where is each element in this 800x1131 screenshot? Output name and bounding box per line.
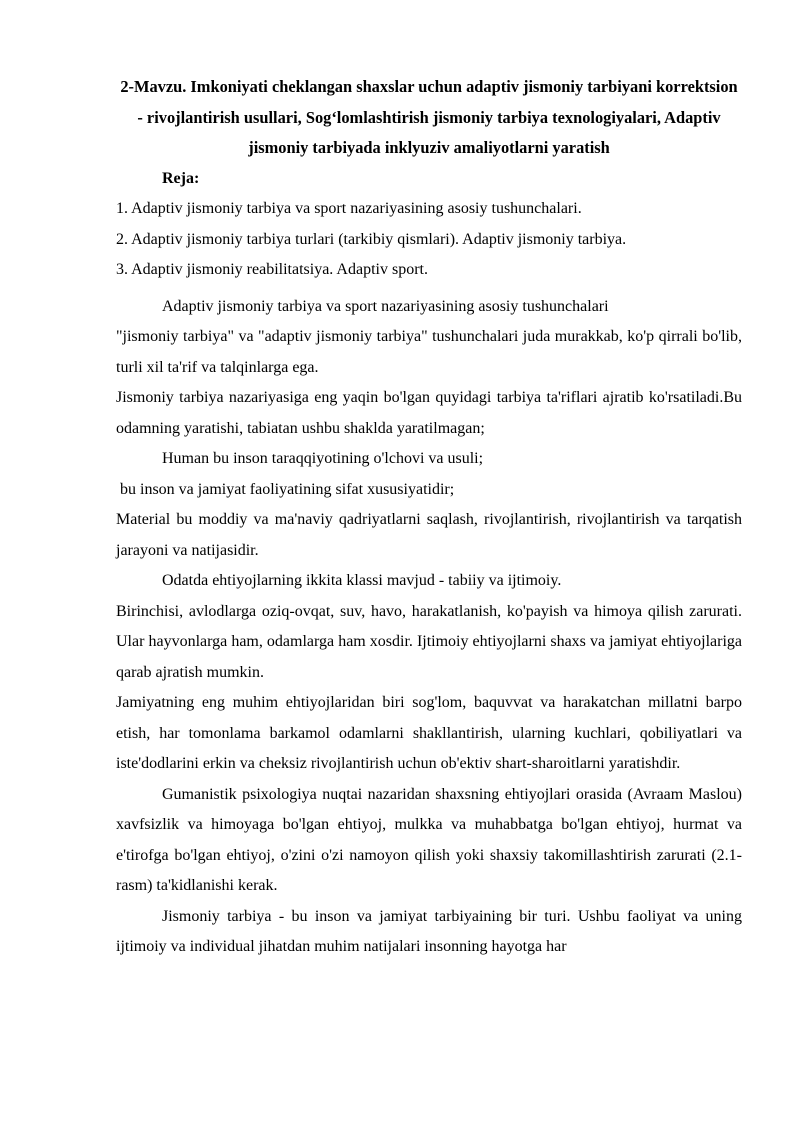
plan-item-1: 1. Adaptiv jismoniy tarbiya va sport nazariyasining asosiy tushunchalari. — [116, 200, 582, 217]
plan-item-2: 2. Adaptiv jismoniy tarbiya turlari (tarkibiy qismlari). Adaptiv jismoniy tarbiya. — [116, 230, 627, 248]
document-title: 2-Mavzu. Imkoniyati cheklangan shaxslar uchun adaptiv jismoniy tarbiyani korrektsion - rivojlantirish usullari, Sog‘lomlashtirish jismoniy tarbiya texnologiyalari, Adaptiv jismoniy tarbiyada inklyuziv amaliyotlarni yaratish — [120, 77, 738, 157]
plan-heading: Reja: — [162, 169, 200, 187]
paragraph: Odatda ehtiyojlarning ikkita klassi mavjud - tabiiy va ijtimoiy. — [162, 572, 562, 589]
paragraph: Human bu inson taraqqiyotining o'lchovi va usuli; — [162, 450, 484, 467]
document-page — [116, 72, 742, 963]
paragraph: Jismoniy tarbiya - bu inson va jamiyat tarbiyaining bir turi. Ushbu faoliyat va uning ijtimoiy va individual jihatdan muhim natijalari insonning hayotga har — [116, 907, 742, 955]
paragraph: Gumanistik psixologiya nuqtai nazaridan shaxsning ehtiyojlari orasida (Avraam Maslou) xavfsizlik va himoyaga bo'lgan ehtiyoj, mulkka va muhabbatga bo'lgan ehtiyoj, hurmat va e'tirofga bo'lgan ehtiyoj, o'zini o'zi namoyon qilish yoki shaxsiy takomillashtirish zarurati (2.1-rasm) ta'kidlanishi kerak. — [116, 785, 742, 894]
paragraph: Material bu moddiy va ma'naviy qadriyatlarni saqlash, rivojlantirish, rivojlantirish va tarqatish jarayoni va natijasidir. — [116, 511, 742, 559]
paragraph: Jismoniy tarbiya nazariyasiga eng yaqin bo'lgan quyidagi tarbiya ta'riflari ajratib ko'rsatiladi.Bu odamning yaratishi, tabiatan ushbu shaklda yaratilmagan; — [116, 389, 742, 437]
paragraph: "jismoniy tarbiya" va "adaptiv jismoniy tarbiya" tushunchalari juda murakkab, ko'p qirrali bo'lib, turli xil ta'rif va talqinlarga ega. — [116, 328, 742, 376]
paragraph: Birinchisi, avlodlarga oziq-ovqat, suv, havo, harakatlanish, ko'payish va himoya qilish zarurati. Ular hayvonlarga ham, odamlarga ham xosdir. Ijtimoiy ehtiyojlarni shaxs va jamiyat ehtiyojlariga qarab ajratish mumkin. — [116, 602, 742, 681]
paragraph: Jamiyatning eng muhim ehtiyojlaridan biri sog'lom, baquvvat va harakatchan millatni barpo etish, har tomonlama barkamol odamlarni shakllantirish, ularning kuchlari, qobiliyatlari va iste'dodlarini erkin va cheksiz rivojlantirish uchun ob'ektiv shart-sharoitlarni yaratishdir. — [116, 694, 742, 772]
paragraph-heading: Adaptiv jismoniy tarbiya va sport nazariyasining asosiy tushunchalari — [162, 297, 609, 315]
paragraph: bu inson va jamiyat faoliyatining sifat xususiyatidir; — [116, 480, 455, 498]
plan-item-3: 3. Adaptiv jismoniy reabilitatsiya. Adaptiv sport. — [116, 261, 428, 278]
